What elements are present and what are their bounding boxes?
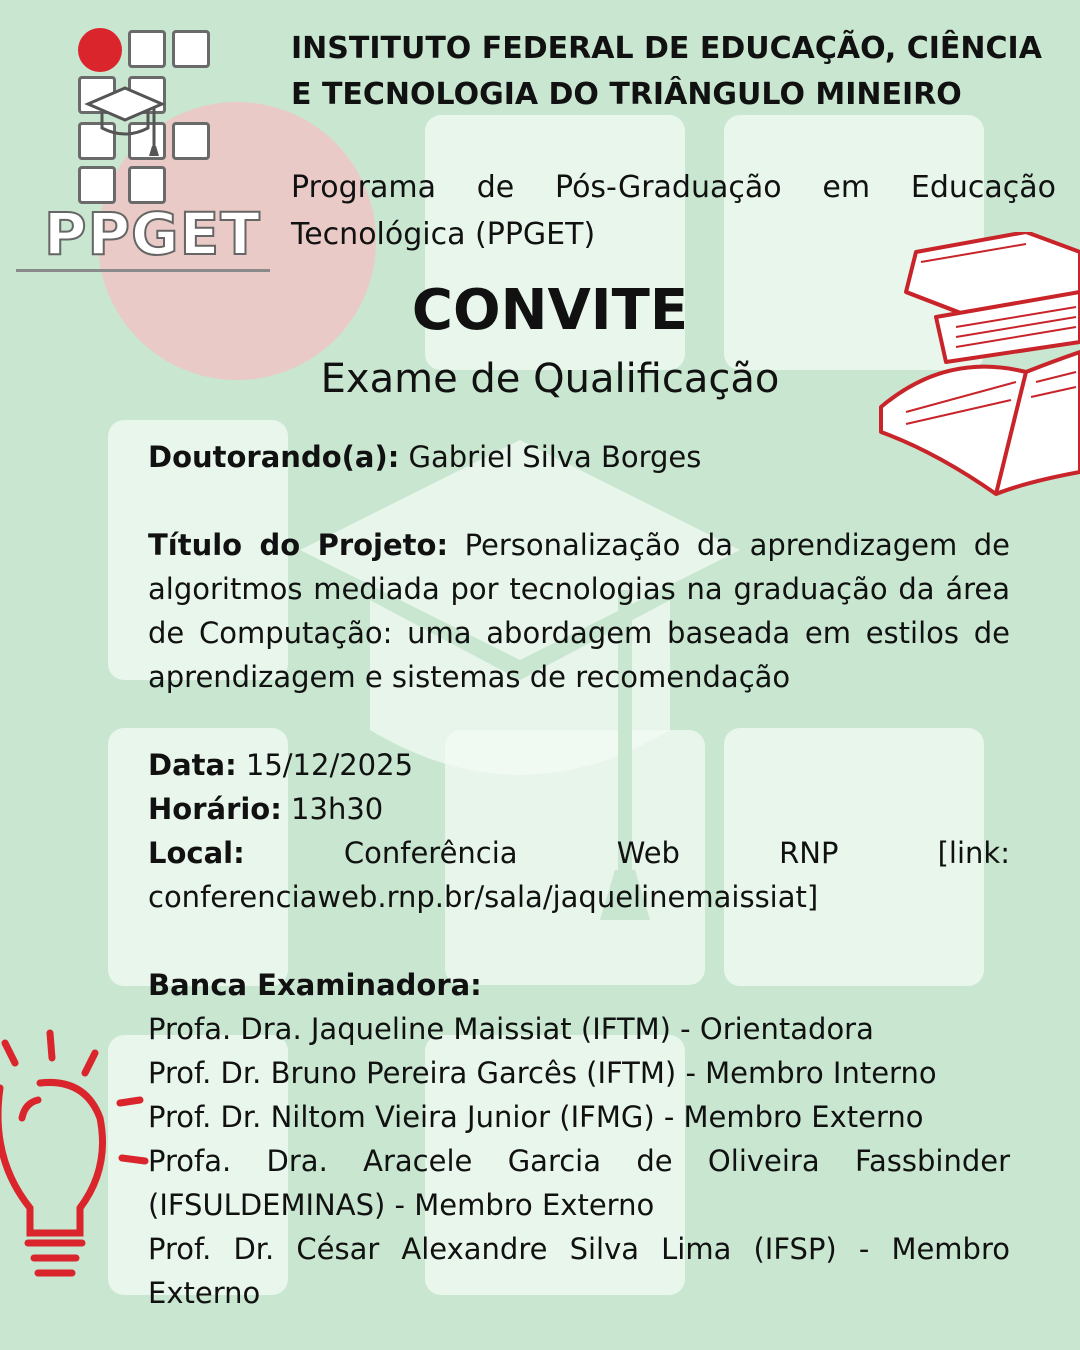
time-line [148, 787, 1010, 831]
committee-member: Prof. Dr. Niltom Vieira Junior (IFMG) - Membro Externo [148, 1100, 924, 1134]
logo-square [172, 30, 210, 68]
committee-member: Prof. Dr. Bruno Pereira Garcês (IFTM) - Membro Interno [148, 1056, 937, 1090]
date-value: 15/12/2025 [236, 748, 414, 782]
program-name: Programa de Pós-Graduação em Educação Tecnológica (PPGET) [291, 170, 1056, 252]
student-name: Gabriel Silva Borges [399, 440, 702, 474]
institution-name: INSTITUTO FEDERAL DE EDUCAÇÃO, CIÊNCIA E TECNOLOGIA DO TRIÂNGULO MINEIRO [291, 31, 1042, 112]
committee-heading [148, 963, 1010, 1007]
location-value: Conferência Web RNP [link: conferenciaweb.rnp.br/sala/jaquelinemaissiat] [148, 836, 1010, 914]
logo-square [78, 166, 116, 204]
date-label: Data: [148, 748, 237, 782]
logo-wordmark: PPGET [44, 200, 261, 268]
committee-member: Profa. Dra. Aracele Garcia de Oliveira Fassbinder (IFSULDEMINAS) - Membro Externo [148, 1144, 1010, 1222]
project-line [148, 523, 1010, 699]
ppget-logo [14, 24, 272, 276]
committee-label: Banca Examinadora: [148, 968, 482, 1002]
invitation-subtitle: Exame de Qualificação [320, 356, 780, 402]
time-label: Horário: [148, 792, 282, 826]
graduation-cap-icon [80, 76, 170, 164]
light-bulb-icon [0, 1028, 150, 1288]
project-title: Personalização da aprendizagem de algoritmos mediada por tecnologias na graduação da área de Computação: uma abordagem baseada em estilos de aprendizagem e sistemas de recomendação [148, 528, 1010, 694]
student-line [148, 435, 1010, 479]
logo-red-circle [78, 28, 122, 72]
invitation-title: CONVITE [411, 278, 689, 343]
logo-square [172, 122, 210, 160]
location-label: Local: [148, 836, 245, 870]
logo-square [128, 30, 166, 68]
logo-underline [16, 269, 270, 272]
time-value: 13h30 [281, 792, 384, 826]
committee-member: Prof. Dr. César Alexandre Silva Lima (IFSP) - Membro Externo [148, 1232, 1010, 1310]
project-label: Título do Projeto: [148, 528, 449, 562]
date-line [148, 743, 1010, 787]
committee-member: Profa. Dra. Jaqueline Maissiat (IFTM) - Orientadora [148, 1012, 874, 1046]
logo-square [128, 166, 166, 204]
invitation-details [148, 435, 1010, 1315]
location-line [148, 831, 1010, 919]
student-label: Doutorando(a): [148, 440, 400, 474]
